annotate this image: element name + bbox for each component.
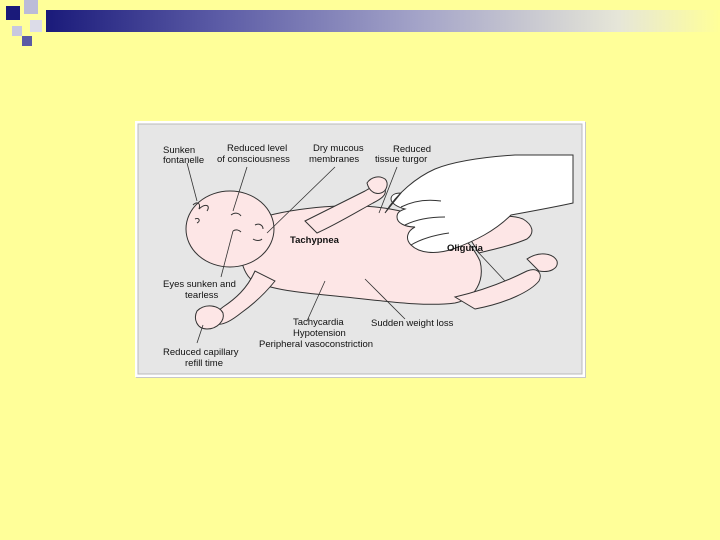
label-dry-mucous-2: membranes: [309, 154, 360, 165]
label-capillary-refill-2: refill time: [185, 358, 224, 369]
decor-square-navy: [6, 6, 20, 20]
gradient-bar: [46, 10, 720, 32]
label-dry-mucous-1: Dry mucous: [313, 143, 364, 154]
decor-square-light: [24, 0, 38, 14]
label-tachypnea: Tachypnea: [290, 235, 339, 246]
label-tachycardia-1: Tachycardia: [293, 317, 344, 328]
label-eyes-sunken-1: Eyes sunken and: [163, 279, 236, 290]
label-reduced-turgor-1: Reduced: [393, 144, 432, 155]
decor-square-navy-2: [22, 36, 32, 46]
title-decoration-bar: [0, 0, 720, 46]
label-oliguria: Oliguria: [447, 243, 483, 254]
label-sunken-fontanelle-2: fontanelle: [163, 155, 205, 166]
label-reduced-consciousness-2: of consciousness: [217, 154, 290, 165]
label-sunken-fontanelle-1: Sunken: [163, 145, 196, 156]
head: [186, 191, 274, 267]
label-capillary-refill-1: Reduced capillary: [163, 347, 239, 358]
label-weight-loss: Sudden weight loss: [371, 318, 454, 329]
label-tachycardia-2: Hypotension: [293, 328, 346, 339]
label-reduced-turgor-2: tissue turgor: [375, 154, 428, 165]
decor-square-light-2: [30, 20, 42, 32]
infant-diagram: [135, 121, 585, 377]
decor-square-light-3: [12, 26, 22, 36]
label-peripheral: Peripheral vasoconstriction: [259, 339, 374, 350]
dehydration-infant-figure: [135, 121, 585, 377]
label-reduced-consciousness-1: Reduced level: [227, 143, 288, 154]
label-eyes-sunken-2: tearless: [185, 290, 219, 301]
